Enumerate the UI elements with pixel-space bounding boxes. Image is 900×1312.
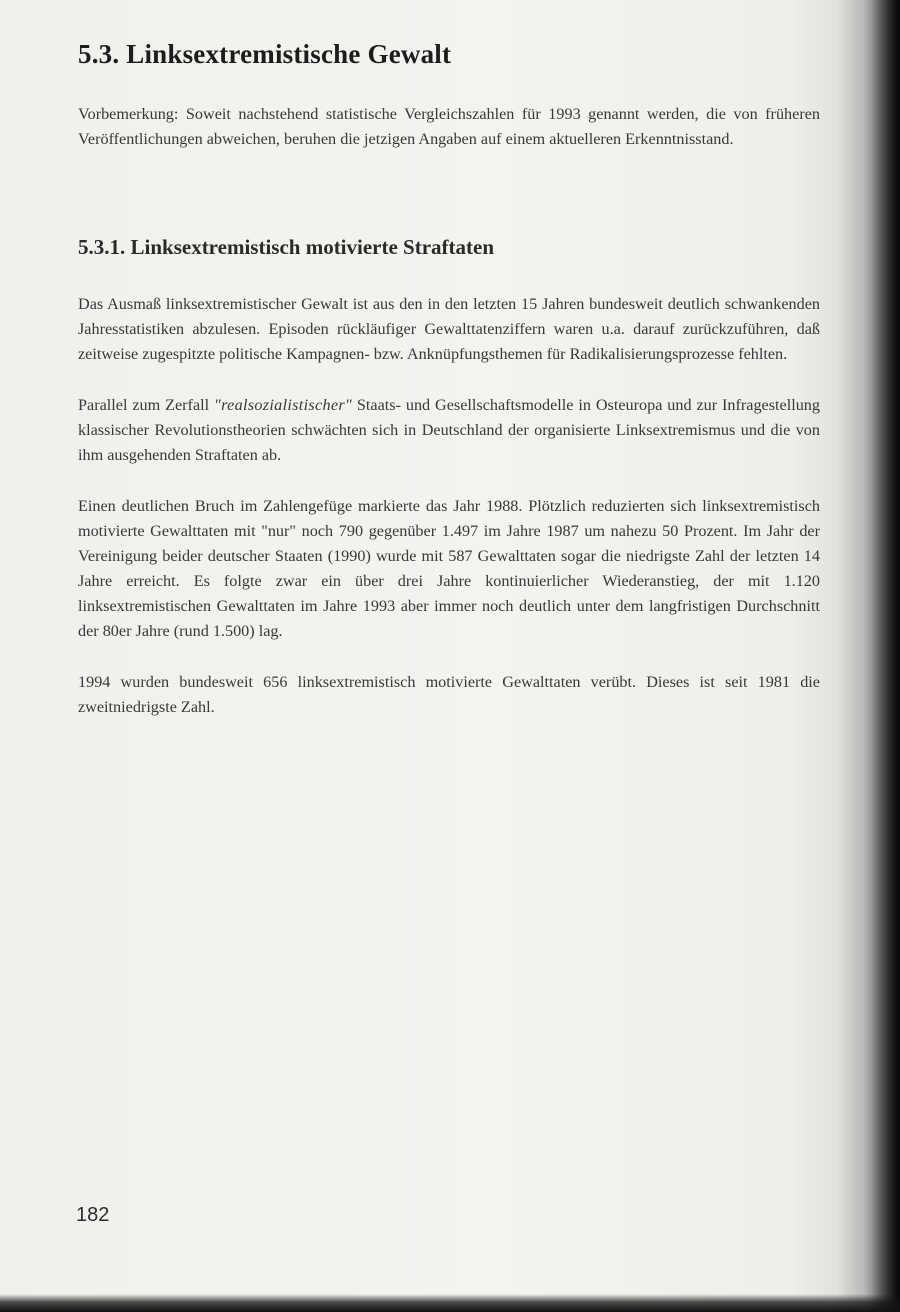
book-spine-shadow [872,0,900,1312]
page-content [78,38,820,720]
emphasized-term: "realsozialistischer" [214,395,353,414]
preliminary-remark: Vorbemerkung: Soweit nachstehend statistische Vergleichszahlen für 1993 genannt werden, die von früheren Veröffentlichungen abweichen, beruhen die jetzigen Angaben auf einem aktuelleren Erkenntnisstand. [78,105,820,149]
paragraph-statistics-1994: 1994 wurden bundesweit 656 linksextremistisch motivierte Gewalttaten verübt. Dieses ist seit 1981 die zweitniedrigste Zahl. [78,672,820,716]
page-number: 182 [76,1204,110,1226]
paragraph-collapse-of-socialism [78,393,820,468]
paragraph-extent-of-violence: Das Ausmaß linksextremistischer Gewalt ist aus den in den letzten 15 Jahren bundesweit deutlich schwankenden Jahresstatistiken abzulesen. Episoden rückläufiger Gewalttatenziffern waren u.a. darauf zurückzuführen, daß zeitweise zugespitzte politische Kampagnen- bzw. Anknüpfungsthemen für Radikalisierungsprozesse fehlten. [78,294,820,363]
paragraph-statistics-1988: Einen deutlichen Bruch im Zahlengefüge markierte das Jahr 1988. Plötzlich reduzierten sich linksextremistisch motivierte Gewalttaten mit "nur" noch 790 gegenüber 1.497 im Jahre 1987 um nahezu 50 Prozent. Im Jahr der Vereinigung beider deutscher Staaten (1990) wurde mit 587 Gewalttaten sogar die niedrigste Zahl der letzten 14 Jahre erreicht. Es folgte zwar ein über drei Jahre kontinuierlicher Wiederanstieg, der mit 1.120 linksextremistischen Gewalttaten im Jahre 1993 aber immer noch deutlich unter dem langfristigen Durchschnitt der 80er Jahre (rund 1.500) lag. [78,496,820,640]
section-title: 5.3. Linksextremistische Gewalt [78,39,452,69]
paragraph-text-start: Parallel zum Zerfall [78,395,215,414]
subsection-title: 5.3.1. Linksextremistisch motivierte Straftaten [78,235,495,260]
paragraph-text-end: Staats- und Gesellschaftsmodelle in Osteuropa und zur Infragestellung klassischer Revolutionstheorien schwächten sich in Deutschland der organisierte Linksextremismus und die von ihm ausgehenden Straftaten ab. [78,395,820,464]
